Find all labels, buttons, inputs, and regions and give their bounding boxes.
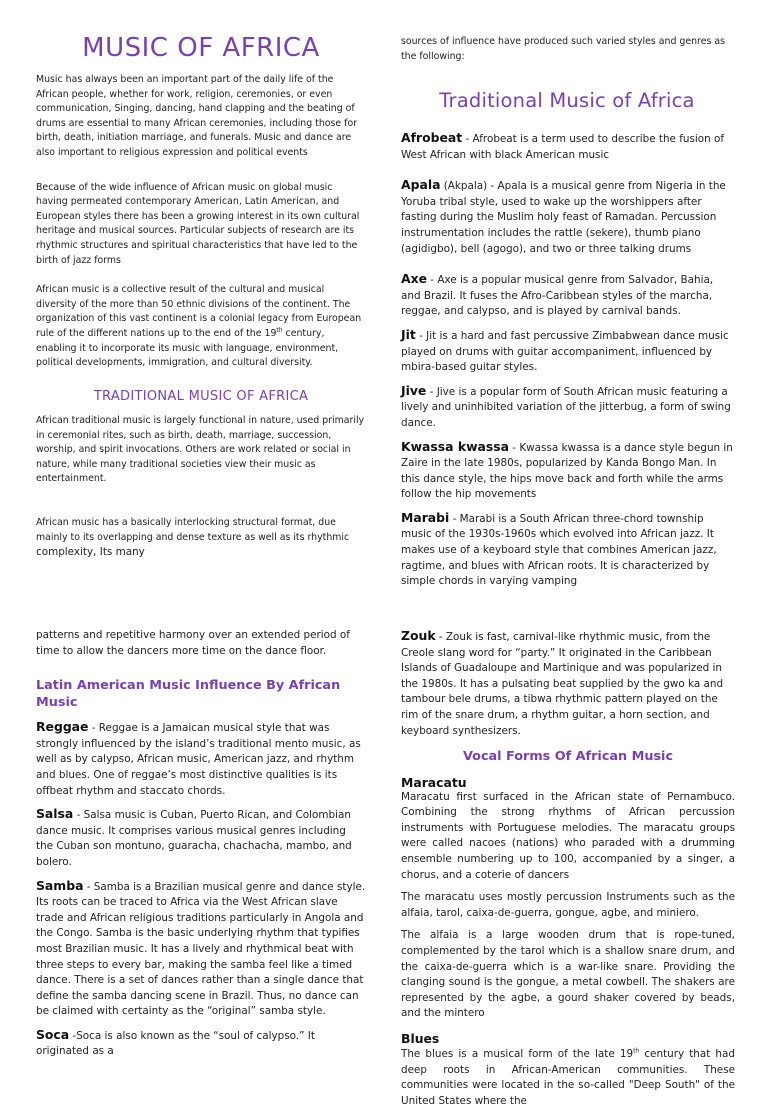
genre-zouk: Zouk - Zouk is fast, carnival-like rhythmic music, from the Creole slang word for “party.” It originated in the Caribbean Islands of Guadaloupe and Martinique and was popularized in the 1980s. It has a pulsating beat supplied by the gwo ka and tambour bele drums, a tibwa rhythmic pattern played on the rim of the snare drum, a rhythm guitar, a horn section, and keyboard synthesizers. [401, 628, 724, 737]
genre-afrobeat: Afrobeat - Afrobeat is a term used to describe the fusion of West African with black American music [401, 130, 725, 161]
page-title: MUSIC OF AFRICA [82, 33, 320, 63]
genre-kwassa-kwassa: Kwassa kwassa - Kwassa kwassa is a dance style begun in Zaire in the late 1980s, popularized by Kanda Bongo Man. In this dance style, the hips move back and forth while the arms follow the hip movements [401, 438, 733, 501]
vocal-forms-heading: Vocal Forms Of African Music [462, 749, 674, 765]
genre-apala: Apala (Akpala) - Apala is a musical genre from Nigeria in the Yoruba tribal style, used to wake up the worshippers after fasting during the Muslim holy feast of Ramadan. Percussion instrumentation includes the rattle (sekere), thumb piano (agidigbo), bell (agogo), and two or three talking drums [401, 177, 726, 255]
continuation-text: sources of influence have produced such varied styles and genres as the following: [401, 36, 725, 62]
genre-marabi: Marabi - Marabi is a South African three-chord township music of the 1930s-1960s which evolved into African jazz. It makes use of a keyboard style that combines American jazz, ragtime, and blues with African roots. It is characterized by simple chords in varying vamping [401, 509, 717, 588]
genre-salsa: Salsa - Salsa music is Cuban, Puerto Rican, and Colombian dance music. It comprises various musical genres including the Cuban son montuno, guaracha, chachacha, mambo, and bolero. [36, 806, 352, 868]
genre-samba: Samba - Samba is a Brazilian musical genre and dance style. Its roots can be traced to Africa via the West African slave trade and African religious traditions particularly in Angola and the Congo. Samba is the basic underlying rhythm that typifies most Brazilian music. It has a lively and rhythmical beat with three steps to every bar, making the samba feel like a timed dance. There is a set of dances rather than a single dance that define the samba dancing scene in Brazil. Thus, no dance can be claimed with certainty as the “original” samba style. [36, 877, 366, 1018]
traditional-paragraph-1: African traditional music is largely functional in nature, used primarily in ceremonial rites, such as birth, death, marriage, succession, worship, and spirit invocations. Others are work related or social in nature, while many traditional societies view their music as entertainment. [36, 415, 365, 485]
upper-right-continuation [401, 35, 735, 64]
maracatu-paragraph-2: The maracatu uses mostly percussion Instruments such as the alfaia, tarol, caixa-de-guerra, gongue, agbe, and miniero. [401, 891, 735, 919]
intro-section [36, 73, 366, 371]
genre-jive: Jive - Jive is a popular form of South African music featuring a lively and uninhibited variation of the jitterbug, a form of swing dance. [401, 382, 731, 429]
intro-paragraph-2: Because of the wide influence of African music on global music having permeated contemporary American, Latin American, and European styles there has been a growing interest in its own cultural heritage and musical sources. Particular subjects of research are its rhythmic structures and spiritual characteristics that have led to the birth of jazz forms [36, 181, 360, 266]
latin-american-heading: Latin American Music Influence By African Music [36, 678, 341, 710]
traditional-music-heading: Traditional Music of Africa [439, 89, 695, 112]
continuation-patterns-text: patterns and repetitive harmony over an extended period of time to allow the dancers more time on the dance floor. [36, 629, 350, 657]
genre-axe: Axe - Axe is a popular musical genre from Salvador, Bahia, and Brazil. It fuses the Afro-Caribbean styles of the marcha, reggae, and calypso, and is played by carnival bands. [401, 271, 714, 318]
intro-paragraph-1: Music has always been an important part of the daily life of the African people, whether for work, religion, ceremonies, or even communication, Singing, dancing, hand clapping and the beating of drums are essential to many African ceremonies, including those for birth, death, initiation marriage, and funerals. Music and dance are also important to religious expression and political events [36, 74, 358, 158]
lower-left-section [36, 628, 366, 1060]
maracatu-heading: Maracatu [401, 774, 467, 790]
traditional-paragraph-2: African music has a basically interlocking structural format, due mainly to its overlapping and dense texture as well as its rhythmic complexity, Its many [36, 516, 350, 559]
genre-soca: Soca -Soca is also known as the “soul of calypso.” It originated as a [36, 1026, 315, 1058]
traditional-text-section [36, 414, 366, 561]
blues-heading: Blues [401, 1030, 440, 1046]
intro-paragraph-3: African music is a collective result of the cultural and musical diversity of the more than 50 ethnic divisions of the continent. The organization of this vast continent is a colonial legacy from European rule of the different nations up to the end of the 19th century, enabling it to incorporate its music with language, environment, political developments, immigration, and cultural diversity. [36, 284, 362, 369]
maracatu-paragraph-1: Maracatu first surfaced in the African state of Pernambuco. Combining the strong rhythms of African percussion instruments with Portuguese melodies. The maracatu groups were called nacoes (nations) who paraded with a drumming ensemble numbering up to 100, accompanied by a singer, a chorus, and a coterie of dancers [401, 790, 735, 881]
lower-right-section [401, 628, 735, 1109]
traditional-music-caps-heading: TRADITIONAL MUSIC OF AFRICA [93, 389, 309, 404]
traditional-genres-list [401, 130, 735, 590]
blues-paragraph: The blues is a musical form of the late 19th century that had deep roots in African-American communities. These communities were located in the so-called "Deep South" of the United States where the [401, 1047, 735, 1107]
genre-jit: Jit - Jit is a hard and fast percussive Zimbabwean dance music played on drums with guitar accompaniment, influenced by mbira-based guitar styles. [401, 326, 729, 374]
maracatu-paragraph-3: The alfaia is a large wooden drum that is rope-tuned, complemented by the tarol which is a shallow snare drum, and the caixa-de-guerra which is a war-like snare. Providing the clanging sound is the gongue, a metal cowbell. The shakers are represented by the agbe, a gourd shaker covered by beads, and the mintero [401, 929, 735, 1020]
genre-reggae: Reggae - Reggae is a Jamaican musical style that was strongly influenced by the island’s traditional mento music, as well as by calypso, African music, American jazz, and rhythm and blues. One of reggae’s most distinctive qualities is its offbeat rhythm and staccato chords. [36, 719, 361, 797]
